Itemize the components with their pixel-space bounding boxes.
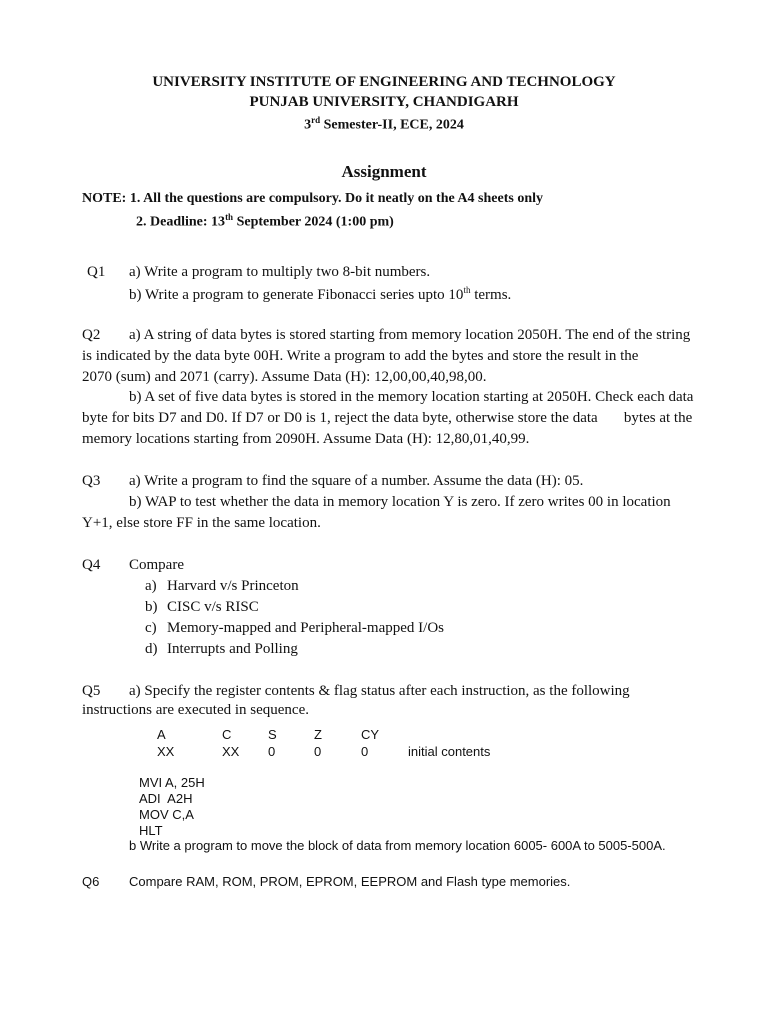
q6-text: Compare RAM, ROM, PROM, EPROM, EEPROM and Flash type memories. [129, 874, 571, 889]
q5-part-a-line-1: a) Specify the register contents & flag status after each instruction, as the following [129, 683, 630, 699]
table-header-cy: CY [361, 727, 380, 742]
semester-line: 3rd Semester-II, ECE, 2024 [304, 115, 464, 133]
q1-part-a: a) Write a program to multiply two 8-bit numbers. [129, 264, 431, 280]
table-header-s: S [268, 727, 277, 742]
q3-part-a: a) Write a program to find the square of a number. Assume the data (H): 05. [129, 473, 584, 489]
q2-part-a-line-3: 2070 (sum) and 2071 (carry). Assume Data (H): 12,00,00,40,98,00. [82, 369, 487, 385]
document-title: Assignment [341, 162, 427, 181]
q4-item-c-marker: c) [145, 620, 157, 636]
table-cell-z: 0 [314, 744, 322, 759]
q1-number: Q1 [87, 264, 106, 280]
q5-part-a-line-2: instructions are executed in sequence. [82, 702, 309, 718]
table-header-c: C [222, 727, 232, 742]
q4-number: Q4 [82, 557, 101, 573]
q6-number: Q6 [82, 874, 100, 889]
institute-name: UNIVERSITY INSTITUTE OF ENGINEERING AND TECHNOLOGY [152, 74, 616, 90]
q3-part-b-line-1: b) WAP to test whether the data in memory location Y is zero. If zero writes 00 in location [129, 494, 671, 510]
q3-part-b-line-2: Y+1, else store FF in the same location. [82, 515, 321, 531]
code-line-2: ADI A2H [139, 791, 193, 806]
note-line-2: 2. Deadline: 13th September 2024 (1:00 pm) [136, 212, 394, 230]
table-cell-a: XX [157, 744, 175, 759]
table-cell-cy: 0 [361, 744, 369, 759]
q3-number: Q3 [82, 473, 101, 489]
q4-item-d-marker: d) [145, 641, 158, 657]
q4-item-a-marker: a) [145, 578, 157, 594]
code-line-4: HLT [139, 823, 163, 838]
table-note: initial contents [408, 744, 491, 759]
table-header-z: Z [314, 727, 322, 742]
table-cell-c: XX [222, 744, 240, 759]
table-header-a: A [157, 727, 166, 742]
code-line-1: MVI A, 25H [139, 775, 205, 790]
q1-part-b: b) Write a program to generate Fibonacci series upto 10th terms. [129, 285, 512, 303]
q5-number: Q5 [82, 683, 101, 699]
q5-part-b: b Write a program to move the block of data from memory location 6005- 600A to 5005-500A. [129, 838, 666, 853]
q4-intro: Compare [129, 557, 184, 573]
q2-part-a-line-2: is indicated by the data byte 00H. Write a program to add the bytes and store the result in the [82, 348, 639, 364]
q2-part-b-line-3: memory locations starting from 2090H. Assume Data (H): 12,80,01,40,99. [82, 431, 530, 447]
q2-number: Q2 [82, 327, 101, 343]
q4-item-b-marker: b) [145, 599, 158, 615]
q2-part-b-line-2: byte for bits D7 and D0. If D7 or D0 is 1, reject the data byte, otherwise store the data bytes at the [82, 410, 693, 426]
q2-part-a-line-1: a) A string of data bytes is stored starting from memory location 2050H. The end of the string [129, 327, 691, 343]
university-name: PUNJAB UNIVERSITY, CHANDIGARH [249, 94, 519, 110]
q4-item-c: Memory-mapped and Peripheral-mapped I/Os [167, 620, 444, 636]
q4-item-b: CISC v/s RISC [167, 599, 259, 615]
q4-item-a: Harvard v/s Princeton [167, 578, 299, 594]
table-cell-s: 0 [268, 744, 276, 759]
note-line-1: NOTE: 1. All the questions are compulsory. Do it neatly on the A4 sheets only [82, 191, 543, 206]
code-line-3: MOV C,A [139, 807, 194, 822]
q2-part-b-line-1: b) A set of five data bytes is stored in the memory location starting at 2050H. Check each data [129, 389, 694, 405]
q4-item-d: Interrupts and Polling [167, 641, 298, 657]
